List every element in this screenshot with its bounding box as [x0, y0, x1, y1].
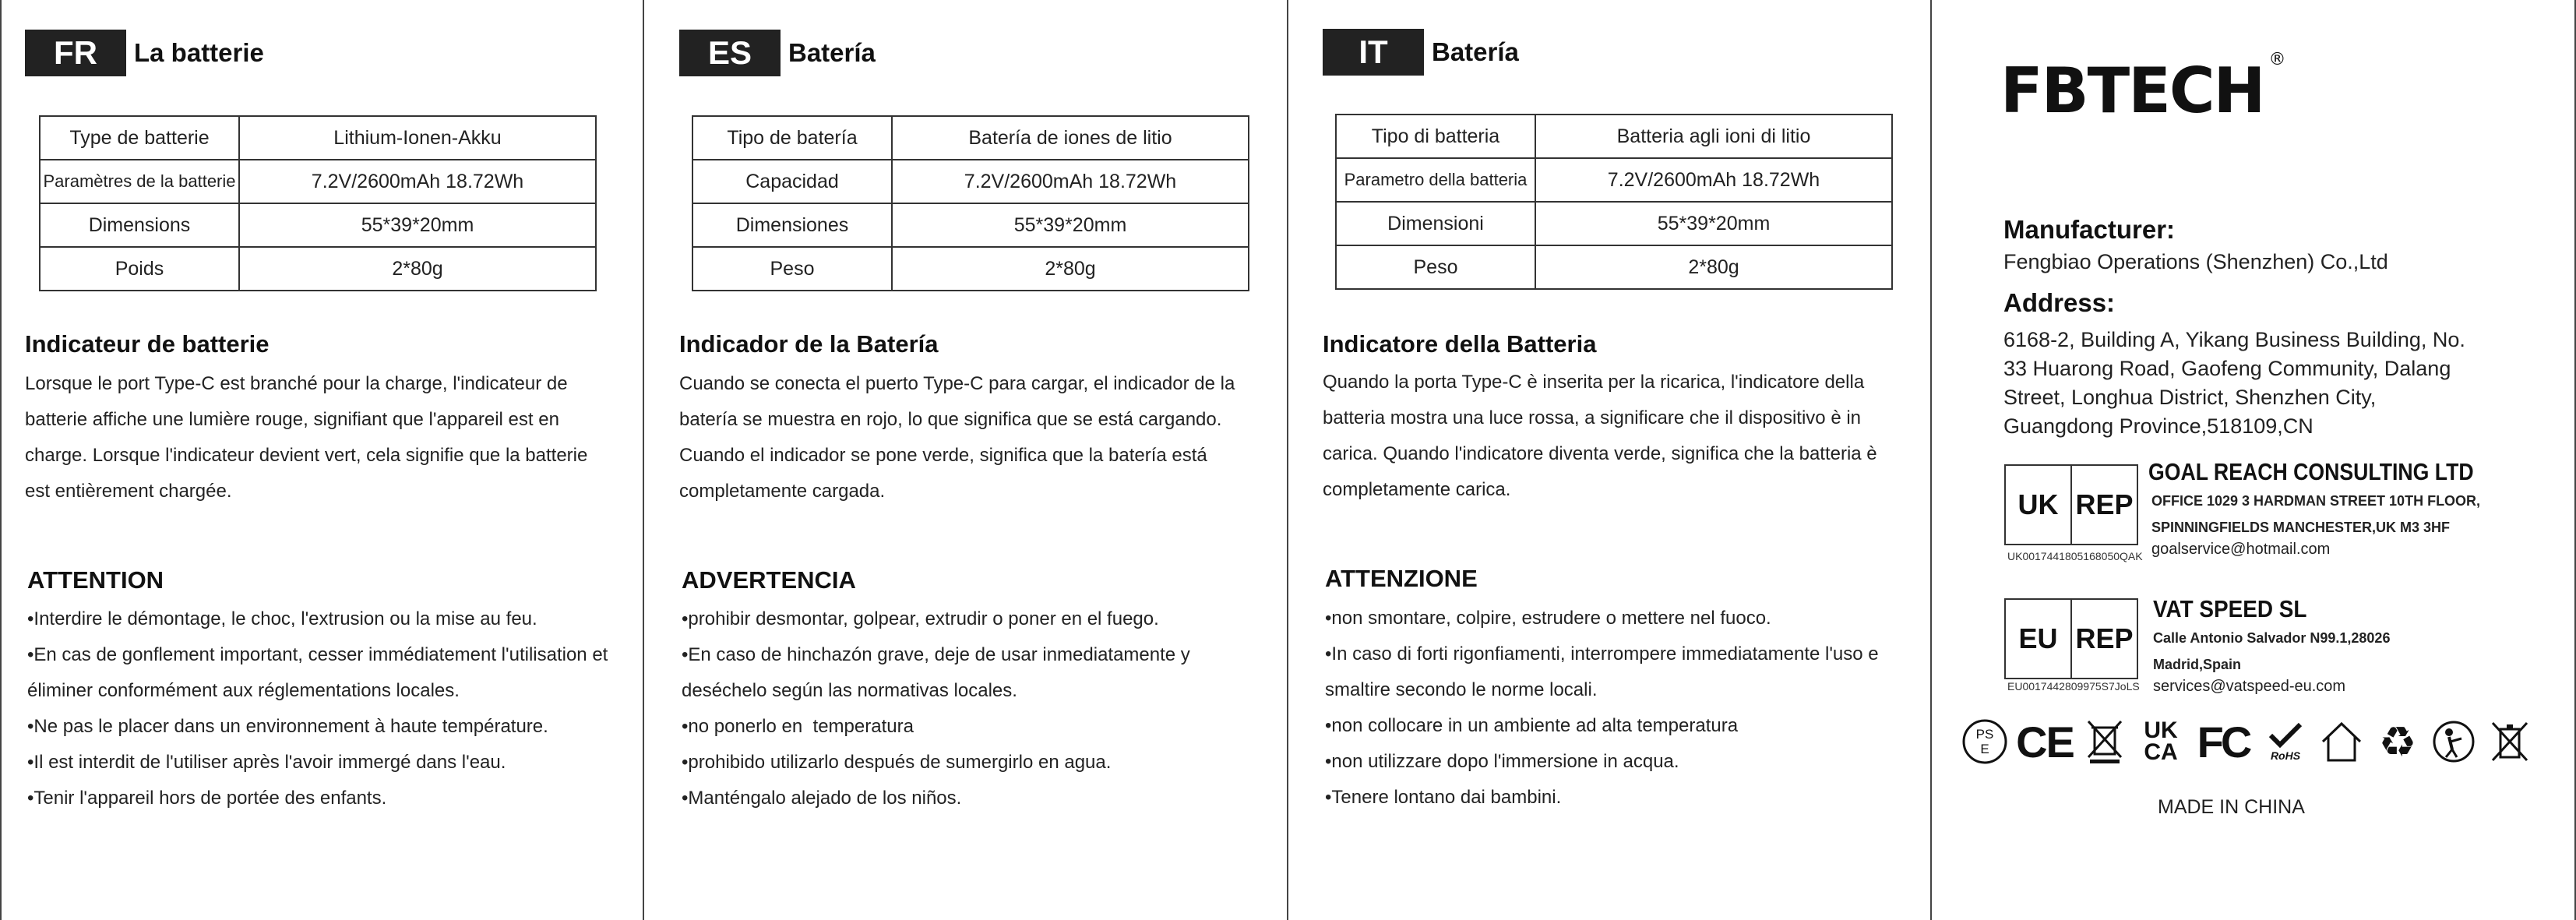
table-row [40, 160, 596, 203]
list-item: •Interdire le démontage, le choc, l'extrusion ou la mise au feu. [27, 608, 537, 629]
spec-value: Lithium-Ionen-Akku [239, 116, 596, 160]
spec-key: Parametro della batteria [1336, 158, 1535, 202]
manufacturer-label: Manufacturer: [2003, 215, 2176, 244]
fcc-text: FC [2197, 717, 2250, 767]
text-line: Quando la porta Type-C è inserita per la ricarica, l'indicatore della [1323, 372, 1865, 393]
spec-value: 55*39*20mm [892, 203, 1249, 247]
text-line: Cuando se conecta el puerto Type-C para cargar, el indicador de la [679, 373, 1235, 394]
text-line: Street, Longhua District, Shenzhen City, [2003, 386, 2377, 409]
spec-value: 7.2V/2600mAh 18.72Wh [892, 160, 1249, 203]
table-row [40, 247, 596, 291]
brand-name: FBTECH [2000, 55, 2264, 127]
no-battery-disposal-icon [2486, 718, 2533, 765]
text-line: Calle Antonio Salvador N99.1,28026 [2153, 630, 2391, 646]
list-item: deséchelo según las normativas locales. [682, 680, 1017, 701]
indicator-text [1323, 365, 1930, 508]
rep-label: REP [2070, 600, 2137, 678]
warning-list [1325, 601, 1940, 816]
brand-logo [2000, 50, 2285, 127]
spec-value: Batteria agli ioni di litio [1535, 115, 1892, 158]
spec-key: Capacidad [692, 160, 892, 203]
spec-key: Paramètres de la batterie [40, 160, 239, 203]
compliance-marks [1961, 718, 2533, 765]
lang-header [679, 30, 876, 76]
text-line: Guangdong Province,518109,CN [2003, 414, 2313, 438]
rep-email: goalservice@hotmail.com [2151, 541, 2331, 558]
text-line: SPINNINGFIELDS MANCHESTER,UK M3 3HF [2151, 520, 2451, 535]
text-line: Lorsque le port Type-C est branché pour la charge, l'indicateur de [25, 373, 568, 394]
list-item: •En caso de hinchazón grave, deje de usar inmediatamente y [682, 644, 1190, 665]
battery-spec-table [39, 115, 597, 291]
spec-key: Peso [692, 247, 892, 291]
text-line: Cuando el indicador se pone verde, significa que la batería está [679, 445, 1207, 466]
eu-rep-box [2004, 598, 2138, 679]
spec-value: 55*39*20mm [239, 203, 596, 247]
list-item: •Ne pas le placer dans un environnement à haute température. [27, 716, 548, 737]
section-heading: Batería [1432, 37, 1519, 66]
section-heading: La batterie [134, 38, 264, 67]
rep-region: UK [2017, 488, 2059, 520]
rohs-mark-icon [2262, 718, 2309, 765]
table-row [1336, 202, 1892, 245]
spec-key: Dimensiones [692, 203, 892, 247]
manufacturer-name: Fengbiao Operations (Shenzhen) Co.,Ltd [2003, 250, 2388, 273]
table-row [40, 203, 596, 247]
text-line: batteria mostra una luce rossa, a significare che il dispositivo è in [1323, 407, 1862, 428]
list-item: •non smontare, colpire, estrudere o mettere nel fuoco. [1325, 608, 1771, 629]
indoor-use-house-icon [2318, 718, 2365, 765]
warning-list [682, 601, 1297, 816]
registered-mark: ® [2268, 50, 2285, 69]
address-text [2003, 326, 2518, 441]
lang-code-badge: ES [679, 30, 781, 76]
spec-key: Peso [1336, 245, 1535, 289]
spec-key: Type de batterie [40, 116, 239, 160]
ukca-text: UK [2144, 717, 2178, 743]
list-item: •no ponerlo en temperatura [682, 716, 914, 737]
weee-bin-icon [2081, 718, 2128, 765]
list-item: •In caso di forti rigonfiamenti, interrompere immediatamente l'uso e [1325, 643, 1879, 664]
warning-heading: ADVERTENCIA [682, 566, 856, 594]
text-line: carica. Quando l'indicatore diventa verde, significa che la batteria è [1323, 443, 1877, 464]
spec-key: Tipo di batteria [1336, 115, 1535, 158]
text-line: completamente cargada. [679, 481, 886, 502]
indicator-heading: Indicador de la Batería [679, 330, 939, 358]
indicator-heading: Indicatore della Batteria [1323, 330, 1597, 358]
ce-text: CE [2016, 717, 2074, 767]
rep-email: services@vatspeed-eu.com [2153, 678, 2346, 695]
list-item: smaltire secondo le norme locali. [1325, 679, 1598, 700]
rep-label: REP [2070, 466, 2137, 544]
lang-code-badge: IT [1323, 29, 1424, 76]
spec-key: Dimensioni [1336, 202, 1535, 245]
warning-heading: ATTENZIONE [1325, 565, 1478, 592]
rep-company-name: GOAL REACH CONSULTING LTD [2148, 458, 2474, 485]
made-in-label: MADE IN CHINA [2158, 796, 2305, 818]
list-item: •Tenere lontano dai bambini. [1325, 787, 1562, 808]
list-item: •Manténgalo alejado de los niños. [682, 788, 962, 809]
warning-heading: ATTENTION [27, 566, 164, 594]
table-row [692, 116, 1249, 160]
warning-list [27, 601, 643, 816]
list-item: •Tenir l'appareil hors de portée des enfants. [27, 788, 387, 809]
tidyman-icon [2430, 718, 2477, 765]
spec-value: 7.2V/2600mAh 18.72Wh [239, 160, 596, 203]
table-row [40, 116, 596, 160]
list-item: •prohibido utilizarlo después de sumergirlo en agua. [682, 752, 1112, 773]
indicator-text [679, 366, 1287, 509]
text-line: batterie affiche une lumière rouge, signifiant que l'appareil est en [25, 409, 559, 430]
table-row [692, 203, 1249, 247]
panel-fr [2, 0, 643, 920]
spec-key: Dimensions [40, 203, 239, 247]
list-item: •prohibir desmontar, golpear, extrudir o poner en el fuego. [682, 608, 1159, 629]
list-item: •En cas de gonflement important, cesser immédiatement l'utilisation et [27, 644, 608, 665]
panel-divider [643, 0, 644, 920]
text-line: est entièrement chargée. [25, 481, 232, 502]
spec-value: 2*80g [239, 247, 596, 291]
list-item: •non collocare in un ambiente ad alta temperatura [1325, 715, 1739, 736]
spec-value: Batería de iones de litio [892, 116, 1249, 160]
text-line: OFFICE 1029 3 HARDMAN STREET 10TH FLOOR, [2151, 493, 2481, 509]
list-item: éliminer conformément aux réglementations locales. [27, 680, 460, 701]
rep-company-name: VAT SPEED SL [2153, 595, 2307, 622]
table-row [1336, 245, 1892, 289]
spec-value: 55*39*20mm [1535, 202, 1892, 245]
lang-header [25, 30, 264, 76]
text-line: 33 Huarong Road, Gaofeng Community, Dalang [2003, 357, 2451, 380]
text-line: 6168-2, Building A, Yikang Business Building, No. [2003, 328, 2465, 351]
battery-spec-table [1335, 114, 1893, 290]
rep-registration-code: UK0017441805168050QAK [2007, 550, 2143, 562]
section-heading: Batería [788, 38, 876, 67]
rohs-text: RoHS [2270, 749, 2301, 762]
lang-header [1323, 29, 1519, 76]
ukca-text: CA [2144, 739, 2178, 765]
list-item: •non utilizzare dopo l'immersione in acqua. [1325, 751, 1679, 772]
svg-text:E: E [1980, 742, 1989, 756]
table-row [692, 247, 1249, 291]
ce-mark-icon [2017, 718, 2072, 765]
lang-code-badge: FR [25, 30, 126, 76]
text-line: batería se muestra en rojo, lo que significa que se está cargando. [679, 409, 1222, 430]
rep-registration-code: EU0017442809975S7JoLS [2007, 680, 2140, 693]
spec-key: Poids [40, 247, 239, 291]
battery-spec-table [692, 115, 1249, 291]
spec-value: 7.2V/2600mAh 18.72Wh [1535, 158, 1892, 202]
address-label: Address: [2003, 288, 2116, 317]
rep-region: EU [2018, 622, 2058, 654]
text-line: charge. Lorsque l'indicateur devient vert, cela signifie que la batterie [25, 445, 588, 466]
panel-es [657, 0, 1287, 920]
panel-it [1300, 0, 1930, 920]
list-item: •Il est interdit de l'utiliser après l'avoir immergé dans l'eau. [27, 752, 506, 773]
svg-text:PS: PS [1975, 727, 1994, 742]
spec-key: Tipo de batería [692, 116, 892, 160]
text-line: completamente carica. [1323, 479, 1511, 500]
spec-value: 2*80g [892, 247, 1249, 291]
indicator-text [25, 366, 633, 509]
rep-address [2151, 488, 2479, 541]
rep-address [2153, 625, 2480, 678]
table-row [1336, 115, 1892, 158]
indicator-heading: Indicateur de batterie [25, 330, 270, 358]
uk-rep-box [2004, 464, 2138, 545]
ukca-mark-icon [2137, 718, 2184, 765]
table-row [1336, 158, 1892, 202]
fcc-mark-icon [2194, 718, 2253, 765]
recycle-icon: ♻ [2378, 718, 2417, 766]
text-line: Madrid,Spain [2153, 657, 2242, 672]
spec-value: 2*80g [1535, 245, 1892, 289]
table-row [692, 160, 1249, 203]
pse-mark-icon [1961, 718, 2008, 765]
